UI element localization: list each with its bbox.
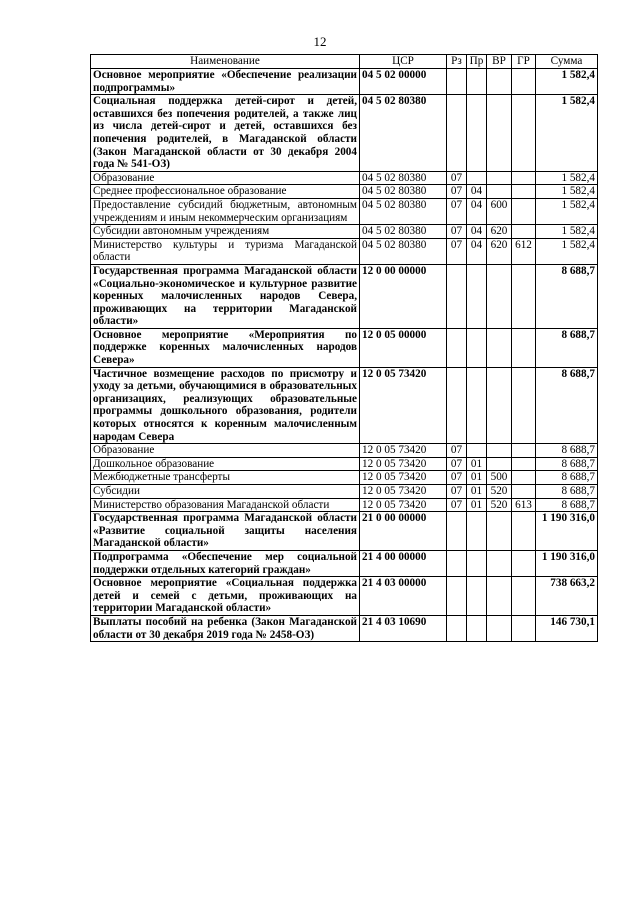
- row-pr: [467, 367, 487, 444]
- row-name: Субсидии автономным учреждениям: [91, 225, 360, 239]
- row-vr: 620: [487, 238, 512, 264]
- row-csr: 12 0 05 73420: [360, 485, 447, 499]
- row-gr: [512, 615, 536, 641]
- row-rz: [447, 577, 467, 616]
- row-sum: 8 688,7: [536, 457, 598, 471]
- table-row: [91, 457, 598, 471]
- row-sum: 1 582,4: [536, 171, 598, 185]
- table-row: [91, 95, 598, 172]
- row-rz: [447, 550, 467, 576]
- row-csr: 04 5 02 80380: [360, 238, 447, 264]
- row-pr: [467, 512, 487, 551]
- row-sum: 1 582,4: [536, 225, 598, 239]
- header-sum: Сумма: [536, 55, 598, 69]
- row-name: Министерство образования Магаданской области: [91, 498, 360, 512]
- table-row: [91, 264, 598, 328]
- table-header-row: [91, 55, 598, 69]
- row-pr: [467, 550, 487, 576]
- row-name: Образование: [91, 444, 360, 458]
- row-pr: 04: [467, 198, 487, 224]
- row-pr: [467, 171, 487, 185]
- table-row: [91, 485, 598, 499]
- row-vr: [487, 512, 512, 551]
- table-row: [91, 577, 598, 616]
- row-sum: 8 688,7: [536, 264, 598, 328]
- row-vr: [487, 577, 512, 616]
- row-name: Основное мероприятие «Мероприятия по поддержке коренных малочисленных народов Севера»: [91, 328, 360, 367]
- row-csr: 04 5 02 80380: [360, 185, 447, 199]
- row-sum: 8 688,7: [536, 367, 598, 444]
- row-name: Государственная программа Магаданской области «Социально-экономическое и культурное развитие коренных малочисленных народов Севера, проживающих на территории Магаданской области»: [91, 264, 360, 328]
- row-vr: 620: [487, 225, 512, 239]
- row-rz: 07: [447, 225, 467, 239]
- row-gr: [512, 512, 536, 551]
- row-csr: 21 4 03 10690: [360, 615, 447, 641]
- row-name: Среднее профессиональное образование: [91, 185, 360, 199]
- row-vr: [487, 444, 512, 458]
- row-name: Образование: [91, 171, 360, 185]
- table-row: [91, 550, 598, 576]
- row-gr: [512, 367, 536, 444]
- row-gr: [512, 550, 536, 576]
- row-gr: [512, 69, 536, 95]
- row-rz: [447, 264, 467, 328]
- row-pr: 04: [467, 225, 487, 239]
- row-sum: 1 582,4: [536, 69, 598, 95]
- row-gr: [512, 485, 536, 499]
- row-name: Социальная поддержка детей-сирот и детей, оставшихся без попечения родителей, а также лиц из числа детей-сирот и детей, оставшихся без попечения родителей, в Магаданской области (Закон Магаданской области от 30 декабря 2004 года № 541-ОЗ): [91, 95, 360, 172]
- row-csr: 12 0 05 00000: [360, 328, 447, 367]
- row-rz: [447, 512, 467, 551]
- table-row: [91, 498, 598, 512]
- row-vr: [487, 615, 512, 641]
- row-csr: 04 5 02 80380: [360, 198, 447, 224]
- row-sum: 1 582,4: [536, 238, 598, 264]
- row-vr: 520: [487, 498, 512, 512]
- header-vr: ВР: [487, 55, 512, 69]
- row-rz: 07: [447, 498, 467, 512]
- header-rz: Рз: [447, 55, 467, 69]
- row-pr: [467, 577, 487, 616]
- row-sum: 8 688,7: [536, 498, 598, 512]
- row-gr: [512, 457, 536, 471]
- row-sum: 1 582,4: [536, 185, 598, 199]
- row-csr: 04 5 02 80380: [360, 225, 447, 239]
- row-pr: [467, 328, 487, 367]
- table-row: [91, 512, 598, 551]
- table-row: [91, 171, 598, 185]
- row-vr: [487, 185, 512, 199]
- row-pr: [467, 69, 487, 95]
- row-csr: 21 4 00 00000: [360, 550, 447, 576]
- row-csr: 12 0 05 73420: [360, 471, 447, 485]
- row-gr: 612: [512, 238, 536, 264]
- row-gr: [512, 444, 536, 458]
- row-gr: 613: [512, 498, 536, 512]
- row-rz: [447, 367, 467, 444]
- row-rz: [447, 615, 467, 641]
- row-name: Подпрограмма «Обеспечение мер социальной поддержки отдельных категорий граждан»: [91, 550, 360, 576]
- row-vr: [487, 367, 512, 444]
- row-vr: [487, 171, 512, 185]
- header-gr: ГР: [512, 55, 536, 69]
- row-pr: 01: [467, 498, 487, 512]
- table-row: [91, 69, 598, 95]
- row-vr: [487, 328, 512, 367]
- row-gr: [512, 171, 536, 185]
- row-vr: [487, 264, 512, 328]
- row-rz: 07: [447, 485, 467, 499]
- row-name: Частичное возмещение расходов по присмотру и уходу за детьми, обучающимися в образовательных организациях, реализующих образовательные программы дошкольного образования, родители которых относятся к коренным малочисленным народам Севера: [91, 367, 360, 444]
- table-row: [91, 367, 598, 444]
- row-pr: [467, 444, 487, 458]
- row-gr: [512, 198, 536, 224]
- row-rz: [447, 95, 467, 172]
- row-gr: [512, 577, 536, 616]
- row-rz: 07: [447, 198, 467, 224]
- header-csr: ЦСР: [360, 55, 447, 69]
- row-sum: 8 688,7: [536, 444, 598, 458]
- row-sum: 1 582,4: [536, 198, 598, 224]
- row-vr: 600: [487, 198, 512, 224]
- table-row: [91, 328, 598, 367]
- row-name: Межбюджетные трансферты: [91, 471, 360, 485]
- row-sum: 8 688,7: [536, 485, 598, 499]
- row-gr: [512, 95, 536, 172]
- row-rz: [447, 328, 467, 367]
- row-csr: 12 0 05 73420: [360, 367, 447, 444]
- row-name: Министерство культуры и туризма Магаданской области: [91, 238, 360, 264]
- table-row: [91, 225, 598, 239]
- row-csr: 12 0 05 73420: [360, 444, 447, 458]
- row-pr: 04: [467, 238, 487, 264]
- row-gr: [512, 471, 536, 485]
- row-sum: 738 663,2: [536, 577, 598, 616]
- row-name: Основное мероприятие «Обеспечение реализации подпрограммы»: [91, 69, 360, 95]
- budget-table: [90, 54, 598, 642]
- row-sum: 1 190 316,0: [536, 550, 598, 576]
- row-name: Предоставление субсидий бюджетным, автономным учреждениям и иным некоммерческим организациям: [91, 198, 360, 224]
- row-rz: 07: [447, 185, 467, 199]
- row-name: Субсидии: [91, 485, 360, 499]
- row-vr: [487, 95, 512, 172]
- row-rz: 07: [447, 457, 467, 471]
- row-rz: 07: [447, 471, 467, 485]
- row-csr: 21 4 03 00000: [360, 577, 447, 616]
- row-vr: 520: [487, 485, 512, 499]
- row-csr: 12 0 05 73420: [360, 457, 447, 471]
- row-pr: [467, 264, 487, 328]
- table-row: [91, 615, 598, 641]
- table-row: [91, 238, 598, 264]
- row-sum: 1 190 316,0: [536, 512, 598, 551]
- row-rz: 07: [447, 171, 467, 185]
- row-csr: 21 0 00 00000: [360, 512, 447, 551]
- row-pr: [467, 615, 487, 641]
- row-pr: 01: [467, 471, 487, 485]
- row-rz: 07: [447, 238, 467, 264]
- row-gr: [512, 264, 536, 328]
- row-csr: 04 5 02 00000: [360, 69, 447, 95]
- header-name: Наименование: [91, 55, 360, 69]
- row-sum: 8 688,7: [536, 471, 598, 485]
- row-name: Основное мероприятие «Социальная поддержка детей и семей с детьми, проживающих на территории Магаданской области»: [91, 577, 360, 616]
- row-csr: 04 5 02 80380: [360, 171, 447, 185]
- row-csr: 12 0 05 73420: [360, 498, 447, 512]
- row-pr: [467, 95, 487, 172]
- row-name: Государственная программа Магаданской области «Развитие социальной защиты населения Магаданской области»: [91, 512, 360, 551]
- row-gr: [512, 328, 536, 367]
- page-number: 12: [313, 34, 327, 49]
- row-pr: 04: [467, 185, 487, 199]
- row-sum: 8 688,7: [536, 328, 598, 367]
- table-row: [91, 444, 598, 458]
- header-pr: Пр: [467, 55, 487, 69]
- table-row: [91, 185, 598, 199]
- table-row: [91, 198, 598, 224]
- table-row: [91, 471, 598, 485]
- row-gr: [512, 185, 536, 199]
- row-vr: [487, 550, 512, 576]
- row-pr: 01: [467, 485, 487, 499]
- row-rz: 07: [447, 444, 467, 458]
- row-vr: [487, 69, 512, 95]
- row-csr: 12 0 00 00000: [360, 264, 447, 328]
- row-vr: [487, 457, 512, 471]
- row-csr: 04 5 02 80380: [360, 95, 447, 172]
- row-gr: [512, 225, 536, 239]
- row-name: Дошкольное образование: [91, 457, 360, 471]
- row-sum: 1 582,4: [536, 95, 598, 172]
- row-vr: 500: [487, 471, 512, 485]
- row-name: Выплаты пособий на ребенка (Закон Магаданской области от 30 декабря 2019 года № 2458-ОЗ): [91, 615, 360, 641]
- row-pr: 01: [467, 457, 487, 471]
- row-rz: [447, 69, 467, 95]
- row-sum: 146 730,1: [536, 615, 598, 641]
